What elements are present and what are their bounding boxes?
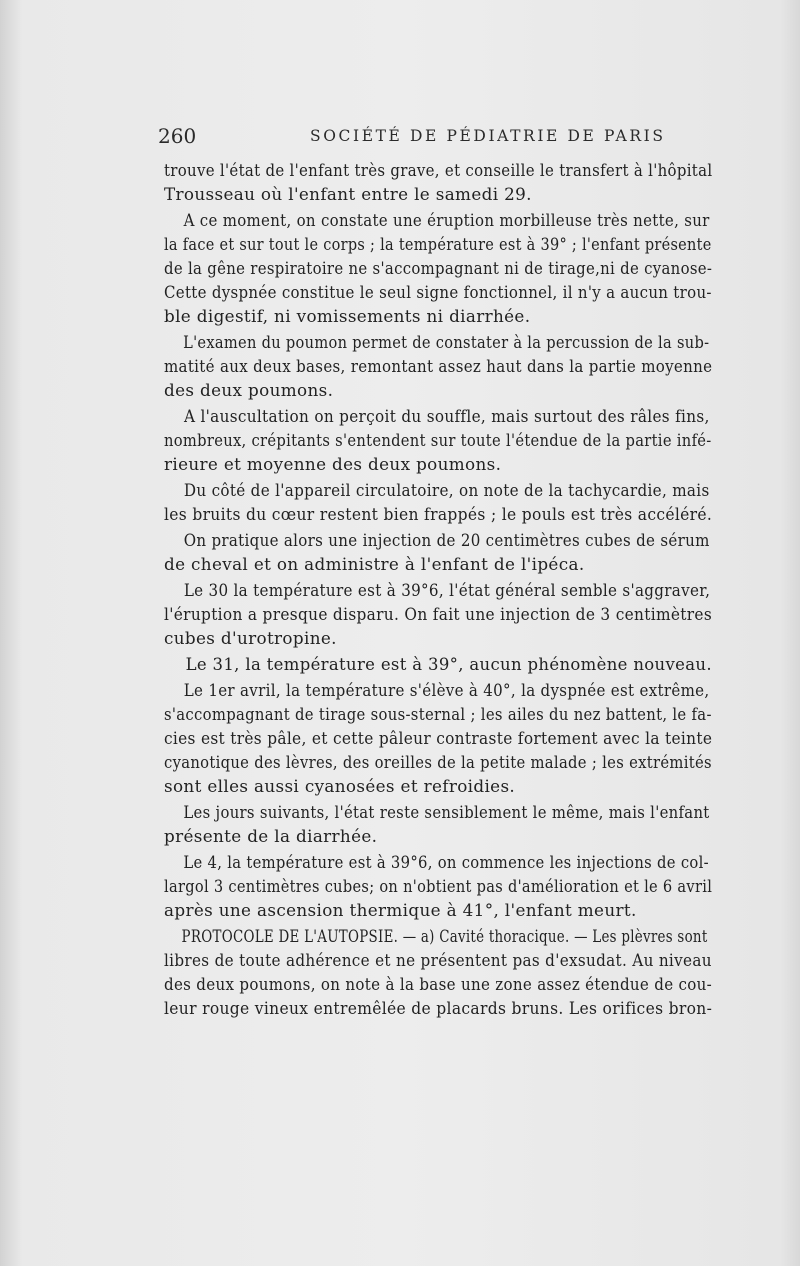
text-line: rieure et moyenne des deux poumons.	[164, 454, 502, 474]
text-line: trouve l'état de l'enfant très grave, et conseille le transfert à l'hôpital	[164, 160, 713, 180]
text-line: sont elles aussi cyanosées et refroidies.	[164, 776, 516, 796]
text-line: L'examen du poumon permet de constater à la percussion de la sub-	[183, 332, 710, 352]
text-line: Le 4, la température est à 39°6, on commence les injections de col-	[183, 852, 709, 872]
text-line: Le 1er avril, la température s'élève à 40°, la dyspnée est extrême,	[183, 680, 710, 700]
text-line: cubes d'urotropine.	[164, 628, 337, 648]
page-number: 260	[158, 124, 197, 148]
text-line: la face et sur tout le corps ; la température est à 39° ; l'enfant présente	[164, 234, 712, 254]
text-line: nombreux, crépitants s'entendent sur toute l'étendue de la partie infé-	[164, 430, 712, 450]
text-line: s'accompagnant de tirage sous-sternal ; les ailes du nez battent, le fa-	[164, 704, 712, 724]
text-line: PROTOCOLE DE L'AUTOPSIE. — a) Cavité thoracique. — Les plèvres sont	[181, 926, 708, 946]
text-line: de cheval et on administre à l'enfant de l'ipéca.	[164, 554, 585, 574]
text-line: Du côté de l'appareil circulatoire, on note de la tachycardie, mais	[183, 480, 710, 500]
text-line: Le 30 la température est à 39°6, l'état général semble s'aggraver,	[183, 580, 711, 600]
text-line: On pratique alors une injection de 20 centimètres cubes de sérum	[183, 530, 710, 550]
text-line: largol 3 centimètres cubes; on n'obtient pas d'amélioration et le 6 avril	[164, 876, 713, 896]
text-line: Les jours suivants, l'état reste sensiblement le même, mais l'enfant	[183, 802, 710, 822]
text-line: matité aux deux bases, remontant assez haut dans la partie moyenne	[164, 356, 713, 376]
text-line: cies est très pâle, et cette pâleur contraste fortement avec la teinte	[164, 728, 713, 748]
text-line: libres de toute adhérence et ne présentent pas d'exsudat. Au niveau	[164, 950, 712, 970]
text-line: cyanotique des lèvres, des oreilles de la petite malade ; les extrémités	[164, 752, 712, 772]
text-line: Trousseau où l'enfant entre le samedi 29.	[164, 184, 532, 204]
text-line: Cette dyspnée constitue le seul signe fonctionnel, il n'y a aucun trou-	[164, 282, 712, 302]
text-line: A l'auscultation on perçoit du souffle, mais surtout des râles fins,	[183, 406, 710, 426]
text-line: ble digestif, ni vomissements ni diarrhée.	[164, 306, 531, 326]
text-line: A ce moment, on constate une éruption morbilleuse très nette, sur	[183, 210, 710, 230]
text-line: après une ascension thermique à 41°, l'enfant meurt.	[164, 900, 637, 920]
text-line: Le 31, la température est à 39°, aucun phénomène nouveau.	[185, 654, 712, 674]
text-line: leur rouge vineux entremêlée de placards bruns. Les orifices bron-	[164, 998, 713, 1018]
page-header	[158, 124, 718, 154]
text-line: les bruits du cœur restent bien frappés ; le pouls est très accéléré.	[164, 504, 713, 524]
running-title: SOCIÉTÉ DE PÉDIATRIE DE PARIS	[310, 127, 666, 145]
text-line: l'éruption a presque disparu. On fait une injection de 3 centimètres	[164, 604, 713, 624]
text-line: de la gêne respiratoire ne s'accompagnant ni de tirage,ni de cyanose-	[164, 258, 713, 278]
body-text	[164, 158, 712, 1020]
text-line: des deux poumons.	[164, 380, 334, 400]
text-line: des deux poumons, on note à la base une zone assez étendue de cou-	[164, 974, 713, 994]
text-line: présente de la diarrhée.	[164, 826, 378, 846]
